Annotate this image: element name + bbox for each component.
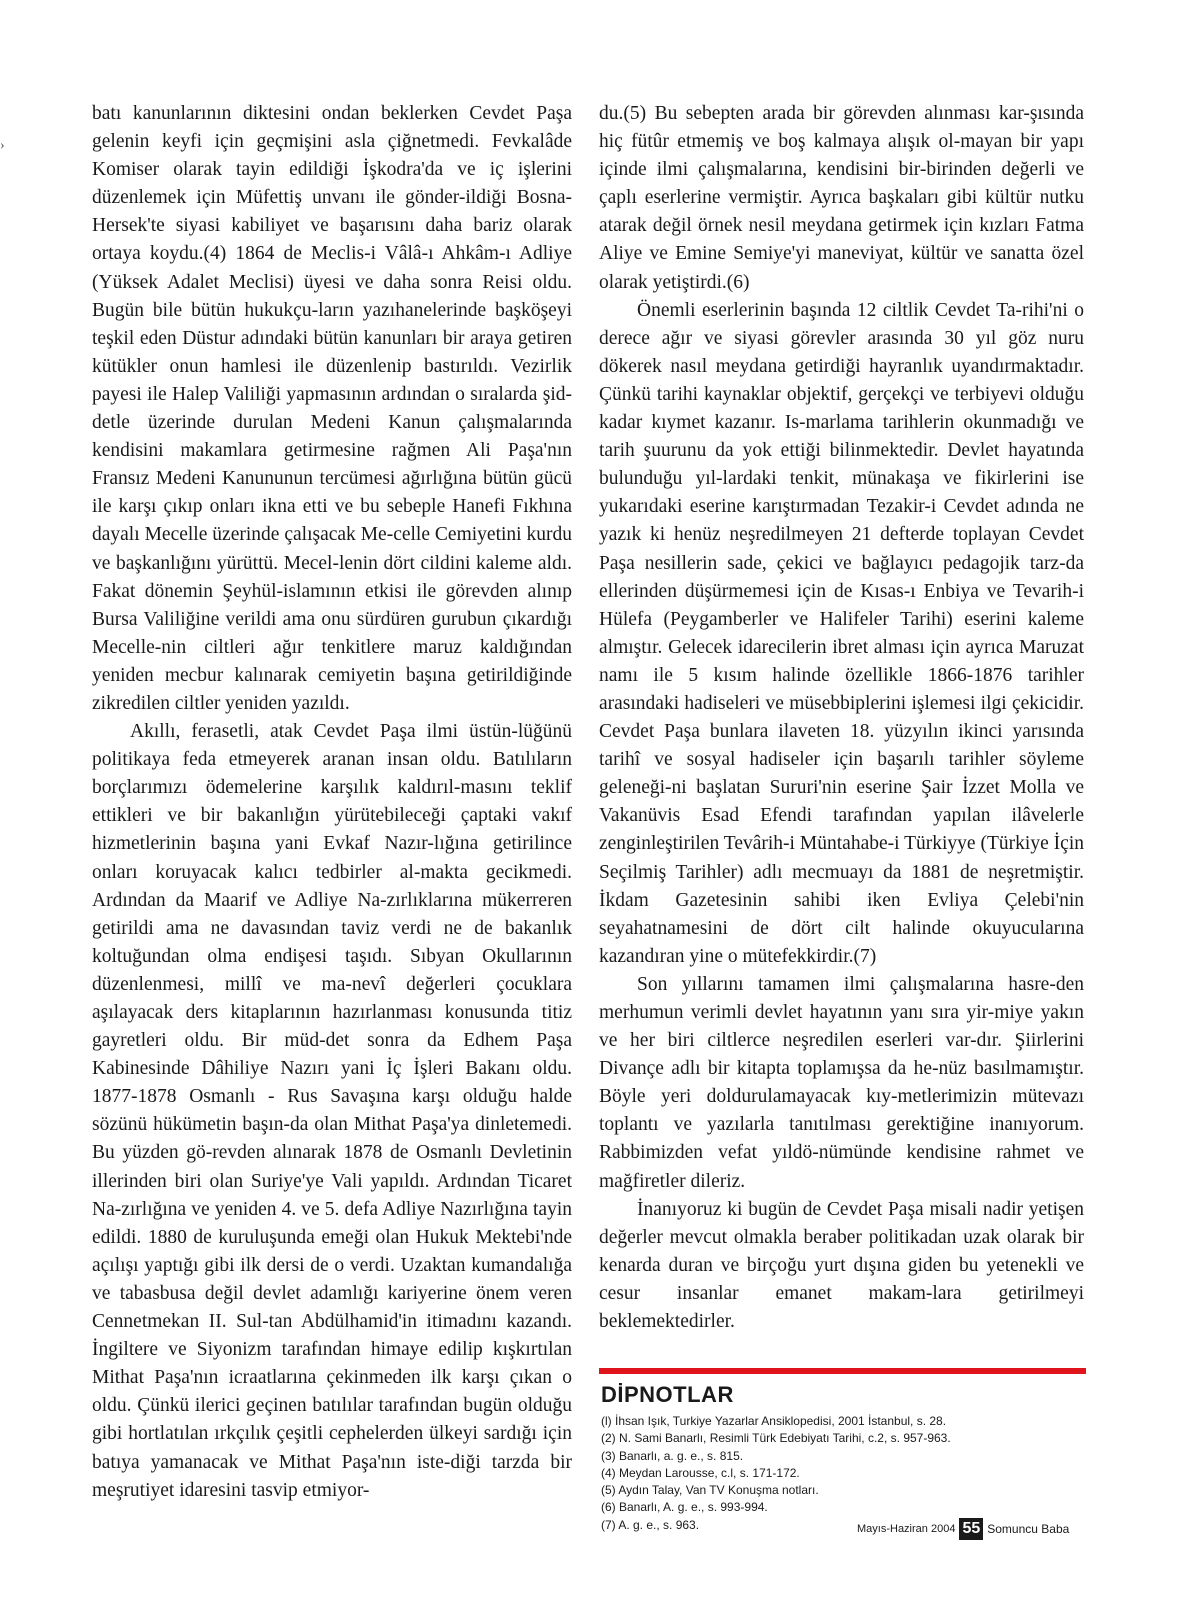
- footnote-item: (l) İhsan Işık, Turkiye Yazarlar Ansiklopedisi, 2001 İstanbul, s. 28.: [601, 1414, 947, 1428]
- paragraph: Son yıllarını tamamen ilmi çalışmalarına hasre-den merhumun verimli devlet hayatının yanı sıra yir-miye yakın ve her biri ciltlerce neşredilen eserleri var-dır. Şiirlerini Divançe adlı bir kitapta toplamışsa da he-nüz basılmamıştır. Böyle yeri doldurulamayacak kıy-metlerimizin mütevazı toplantı ve yazılarla tanıtılması gerektiğine inanıyorum. Rabbimizden vefat yıldö-nümünde kendisine rahmet ve mağfiretler dileriz.: [599, 973, 1084, 1192]
- issue-date: Mayıs-Haziran 2004: [857, 1523, 956, 1535]
- footnotes-divider: [599, 1368, 1086, 1374]
- paragraph: İnanıyoruz ki bugün de Cevdet Paşa misali nadir yetişen değerler mevcut olmakla beraber politikadan uzak olarak bir kenarda duran ve birçoğu yurt dışına giden bu yetenekli ve cesur insanlar emanet makam-lara getirilmeyi beklemektedirler.: [599, 1198, 1084, 1333]
- magazine-name: Somuncu Baba: [987, 1522, 1070, 1536]
- footnotes-title: DİPNOTLAR: [601, 1382, 734, 1407]
- page-number: 55: [959, 1518, 983, 1540]
- page-edge-mark: ›: [0, 138, 5, 153]
- footnote-item: (4) Meydan Larousse, c.l, s. 171-172.: [601, 1465, 800, 1480]
- article-column-left: [92, 100, 572, 1505]
- article-column-right: [599, 100, 1084, 1336]
- paragraph: Önemli eserlerinin başında 12 ciltlik Cevdet Ta-rihi'ni o derece ağır ve siyasi görevler arasında 30 yıl göz nuru dökerek nasıl meydana getirdiği hayranlık uyandırmaktadır. Çünkü tarihi kaynaklar objektif, gerçekçi ve terbiyevi olduğu kadar kıymet kazanır. Is-marlama tarihlerin okunmadığı ve tarih şuurunu da yok ettiği bilinmektedir. Devlet hayatında bulunduğu yıl-lardaki tenkit, münakaşa ve fikirlerini ise yukarıdaki eserine karıştırmadan Tezakir-i Cevdet adında ne yazık ki henüz neşredilmeyen 21 defterde toplayan Cevdet Paşa nesillerin sade, çekici ve bağlayıcı pedagojik tarz-da ellerinden düşürmemesi için de Kısas-ı Enbiya ve Tevarih-i Hülefa (Peygamberler ve Halifeler Tarihi) eserini kaleme almıştır. Gelecek idarecilerin ibret alması için ayrıca Maruzat namı ile 5 kısım halinde özellikle 1866-1876 tarihler arasındaki hadiseleri ve müsebbiplerini işlemesi ilgi çekicidir. Cevdet Paşa bunlara ilaveten 18. yüzyılın ikinci yarısında tarihî ve sosyal hadiseler için başarılı tarihler söyleme geleneği-ni başlatan Sururi'nin eserine Şair İzzet Molla ve Vakanüvis Esad Efendi tarafından yapılan ilâvelerle zenginleştirilen Tevârih-i Müntahabe-i Türkiyye (Türkiye İçin Seçilmiş Tarihler) adlı mecmuayı da 1881 de neşretmiştir. İkdam Gazetesinin sahibi iken Evliya Çelebi'nin seyahatnamesini de dört cilt halinde okuyucularına kazandıran yine o mütefekkirdir.(7): [599, 299, 1084, 967]
- footnote-item: (2) N. Sami Banarlı, Resimli Türk Edebiyatı Tarihi, c.2, s. 957-963.: [601, 1431, 951, 1446]
- page-footer: [857, 1518, 1069, 1540]
- footnote-item: (6) Banarlı, A. g. e., s. 993-994.: [601, 1500, 768, 1515]
- footnote-item: (5) Aydın Talay, Van TV Konuşma notları.: [601, 1483, 819, 1498]
- footnote-item: (7) A. g. e., s. 963.: [601, 1517, 700, 1532]
- footnotes-list: [601, 1413, 951, 1534]
- paragraph: batı kanunlarının diktesini ondan beklerken Cevdet Paşa gelenin keyfi için geçmişini asla çiğnetmedi. Fevkalâde Komiser olarak tayin edildiği İşkodra'da ve iç işlerini düzenlemek için Müfettiş unvanı ile gönder-ildiği Bosna-Hersek'te siyasi kabiliyet ve başarısını daha bariz olarak ortaya koydu.(4) 1864 de Meclis-i Vâlâ-ı Ahkâm-ı Adliye (Yüksek Adalet Meclisi) üyesi ve daha sonra Reisi oldu. Bugün bile bütün hukukçu-ların yazıhanelerinde başköşeyi teşkil eden Düstur adındaki bütün kanunları bir araya getiren kütükler onun hamlesi ile düzenlenip bastırıldı. Vezirlik payesi ile Halep Valiliği yapmasının ardından o sıralarda şid-detle üzerinde durulan Medeni Kanun çalışmalarında kendisini makamlara getirmesine rağmen Ali Paşa'nın Fransız Medeni Kanununun tercümesi ağırlığına bütün gücü ile karşı çıkıp onları ikna etti ve bu sebeple Hanefi Fıkhına dayalı Mecelle üzerinde çalışacak Me-celle Cemiyetini kurdu ve başkanlığını yürüttü. Mecel-lenin dört cildini kaleme aldı. Fakat dönemin Şeyhül-islamının etkisi ile görevden alınıp Bursa Valiliğine verildi ama onu sürdüren gurubun çıkardığı Mecelle-nin ciltleri ağır tenkitlere maruz kaldığından yeniden mecbur kalınarak cemiyetin başına getirildiğinde zikredilen ciltler yeniden yazıldı.: [92, 103, 572, 714]
- paragraph: du.(5) Bu sebepten arada bir görevden alınması kar-şısında hiç fütûr etmemiş ve boş kalmaya alışık ol-mayan bir yapı içinde ilmi çalışmalarına, kendisini bir-birinden değerli ve çaplı eserlerine vermiştir. Ayrıca başkaları gibi kültür nutku atarak değil örnek nesil meydana getirmek için kızları Fatma Aliye ve Emine Semiye'yi maneviyat, kültür ve sanatta özel olarak yetiştirdi.(6): [599, 103, 1084, 293]
- footnote-item: (3) Banarlı, a. g. e., s. 815.: [601, 1448, 744, 1463]
- paragraph: Akıllı, ferasetli, atak Cevdet Paşa ilmi üstün-lüğünü politikaya feda etmeyerek aranan insan oldu. Batılıların borçlarımızı ödemelerine karşılık kaldırıl-masını teklif ettikleri ve bir bakanlığın yürütebileceği çaptaki vakıf hizmetlerinin başına yani Evkaf Nazır-lığına getirilince onları koruyacak kalıcı tedbirler al-makta gecikmedi. Ardından da Maarif ve Adliye Na-zırlıklarına mükerreren getirildi ama ne davasından taviz verdi ne de bakanlık koltuğundan olma endişesi taşıdı. Sıbyan Okullarının düzenlenmesi, millî ve ma-nevî değerleri çocuklara aşılayacak ders kitaplarının hazırlanması konusunda titiz gayretleri oldu. Bir müd-det sonra da Edhem Paşa Kabinesinde Dâhiliye Nazırı yani İç İşleri Bakanı oldu. 1877-1878 Osmanlı - Rus Savaşına karşı olduğu halde sözünü hükümetin başın-da olan Mithat Paşa'ya dinletemedi. Bu yüzden gö-revden alınarak 1878 de Osmanlı Devletinin illerinden biri olan Suriye'ye Vali yapıldı. Ardından Ticaret Na-zırlığına ve yeniden 4. ve 5. defa Adliye Nazırlığına tayin edildi. 1880 de kuruluşunda emeği olan Hukuk Mektebi'nde açılışı yaptığı gibi ilk dersi de o verdi. Uzaktan kumandalığa ve tabasbusa değil devlet adamlığı kariyerine önem veren Cennetmekan II. Sul-tan Abdülhamid'in itimadını kazandı. İngiltere ve Siyonizm tarafından himaye edilip kışkırtılan Mithat Paşa'nın icraatlarına çekinmeden ilk karşı çıkan o oldu. Çünkü ilerici geçinen batılılar tarafından bugün olduğu gibi hortlatılan ırkçılık çeşitli cephelerden ülkeyi sardığı için batıya yamanacak ve Mithat Paşa'nın iste-diği tarzda bir meşrutiyet idaresini tasvip etmiyor-: [92, 721, 572, 1501]
